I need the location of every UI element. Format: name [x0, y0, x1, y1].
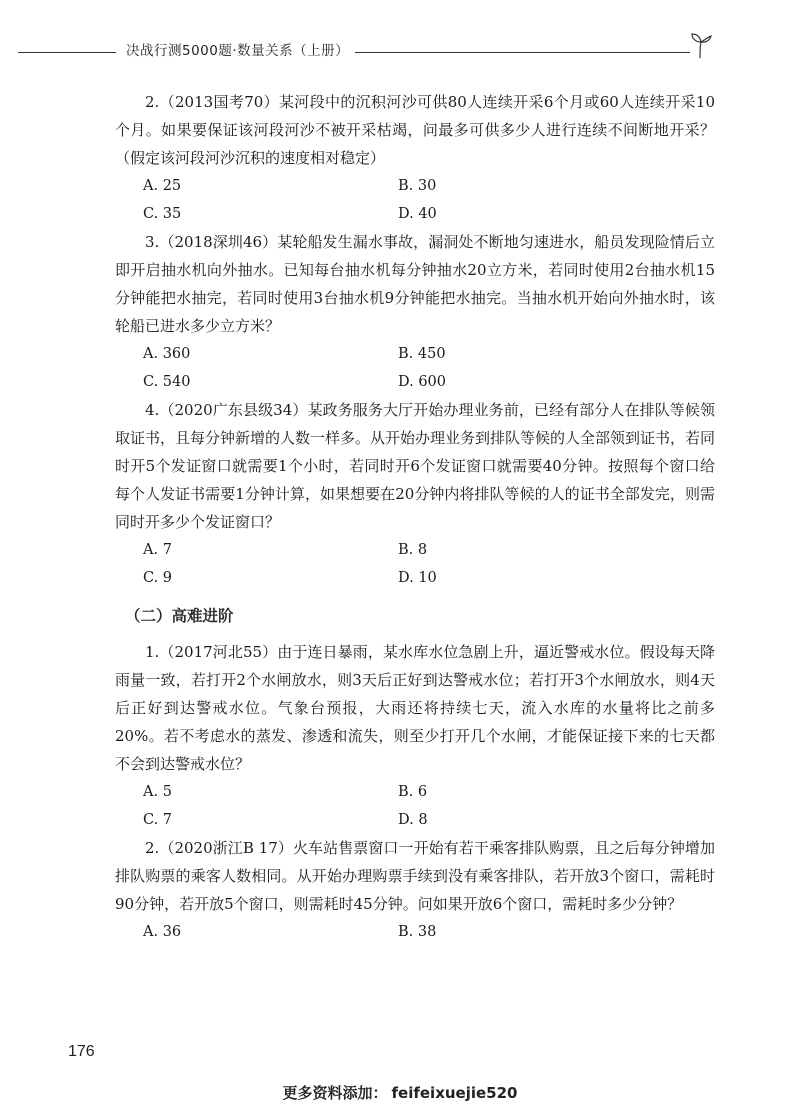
question-block: [115, 228, 715, 396]
option-list: [143, 340, 715, 396]
option-d: D. 600: [398, 374, 447, 390]
option-d: D. 10: [398, 570, 437, 586]
question-block: [115, 396, 715, 592]
option-list: [143, 778, 715, 834]
option-d: D. 40: [398, 206, 437, 222]
header-title: 决战行测5000题·数量关系（上册）: [120, 39, 355, 59]
option-b: B. 6: [398, 784, 428, 800]
option-d: D. 8: [398, 812, 428, 828]
option-a: A. 25: [143, 178, 182, 194]
question-text: 3.（2018深圳46）某轮船发生漏水事故，漏洞处不断地匀速进水，船员发现险情后立即开启抽水机向外抽水。已知每台抽水机每分钟抽水20立方米，若同时使用2台抽水机15分钟能把水抽完，若同时使用3台抽水机9分钟能把水抽完。当抽水机开始向外抽水时，该轮船已进水多少立方米？: [115, 233, 715, 335]
section-heading: （二）高难进阶: [125, 607, 234, 625]
option-b: B. 38: [398, 924, 437, 940]
running-header: [18, 30, 718, 70]
footer-note: [0, 1082, 800, 1103]
question-block: [115, 834, 715, 946]
option-c: C. 9: [143, 570, 173, 586]
question-text: 4.（2020广东县级34）某政务服务大厅开始办理业务前，已经有部分人在排队等候领取证书，且每分钟新增的人数一样多。从开始办理业务到排队等候的人全部领到证书，若同时开5个发证窗口就需要1个小时，若同时开6个发证窗口就需要40分钟。按照每个窗口给每个人发证书需要1分钟计算，如果想要在20分钟内将排队等候的人的证书全部发完，则需同时开多少个发证窗口？: [115, 401, 716, 531]
question-block: [115, 88, 715, 228]
question-text: 2.（2013国考70）某河段中的沉积河沙可供80人连续开采6个月或60人连续开采10个月。如果要保证该河段河沙不被开采枯竭，问最多可供多少人进行连续不间断地开采？（假定该河段河沙沉积的速度相对稳定）: [115, 93, 715, 167]
header-rule-right: [318, 52, 690, 53]
option-c: C. 7: [143, 812, 173, 828]
question-text: 1.（2017河北55）由于连日暴雨，某水库水位急剧上升，逼近警戒水位。假设每天降雨量一致，若打开2个水闸放水，则3天后正好到达警戒水位；若打开3个水闸放水，则4天后正好到达警戒水位。气象台预报，大雨还将持续七天，流入水库的水量将比之前多20%。若不考虑水的蒸发、渗透和流失，则至少打开几个水闸，才能保证接下来的七天都不会到达警戒水位？: [115, 643, 715, 773]
option-list: [143, 918, 715, 946]
footer-contact: feifeixuejie520: [391, 1084, 518, 1102]
option-a: A. 360: [143, 346, 191, 362]
sprout-icon: [686, 30, 716, 60]
question-text: 2.（2020浙江B 17）火车站售票窗口一开始有若干乘客排队购票，且之后每分钟增加排队购票的乘客人数相同。从开始办理购票手续到没有乘客排队，若开放3个窗口，需耗时90分钟，若开放5个窗口，则需耗时45分钟。问如果开放6个窗口，需耗时多少分钟？: [115, 839, 715, 913]
option-list: [143, 172, 715, 228]
option-a: A. 7: [143, 542, 172, 558]
option-c: C. 540: [143, 374, 191, 390]
option-b: B. 30: [398, 178, 437, 194]
question-block: [115, 638, 715, 834]
option-b: B. 450: [398, 346, 446, 362]
option-c: C. 35: [143, 206, 182, 222]
option-b: B. 8: [398, 542, 428, 558]
footer-label: 更多资料添加：: [282, 1084, 388, 1102]
option-a: A. 5: [143, 784, 172, 800]
option-list: [143, 536, 715, 592]
option-a: A. 36: [143, 924, 182, 940]
page-number: 176: [68, 1043, 95, 1060]
page-content: [115, 88, 715, 946]
header-rule-left: [18, 52, 116, 53]
